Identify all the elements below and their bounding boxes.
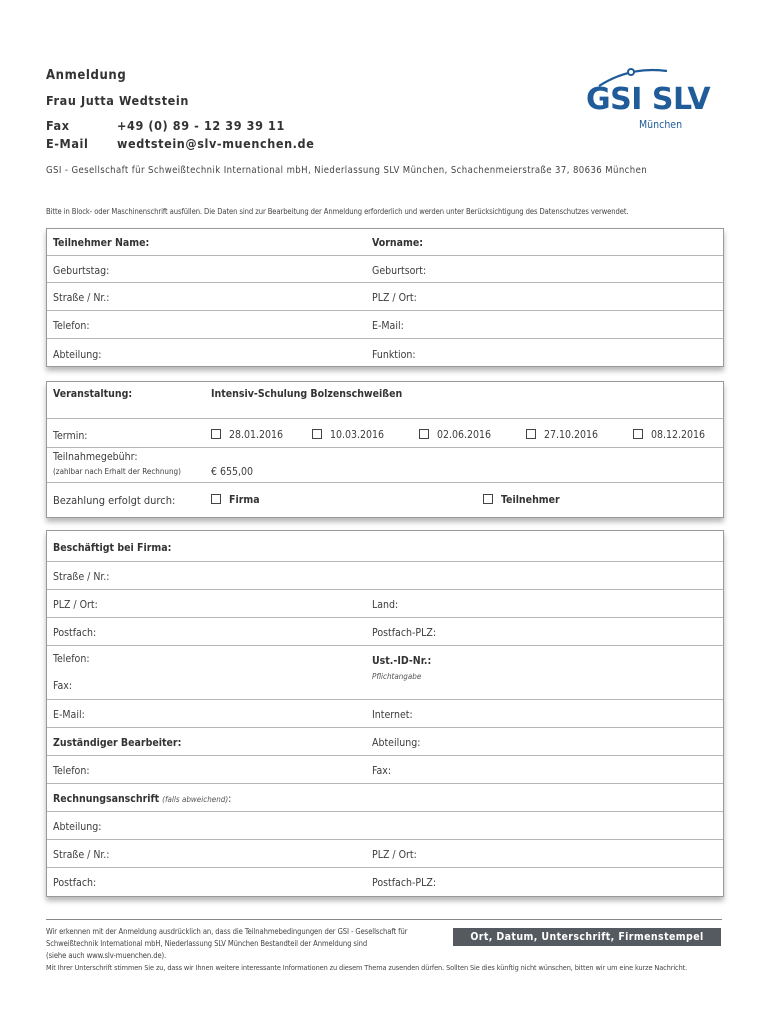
date-label: Termin: xyxy=(53,430,88,442)
pay-participant-option[interactable]: Teilnehmer xyxy=(483,494,560,506)
gsi-slv-logo xyxy=(585,64,720,134)
zip-city-label: PLZ / Ort: xyxy=(372,292,417,304)
fax-label: Fax xyxy=(46,118,70,133)
company-street-label: Straße / Nr.: xyxy=(53,571,110,583)
street-label: Straße / Nr.: xyxy=(53,292,110,304)
date-option-2[interactable]: 10.03.2016 xyxy=(312,429,384,441)
company-address: GSI - Gesellschaft für Schweißtechnik International mbH, Niederlassung SLV München, Schachenmeierstraße 37, 80636 München xyxy=(46,165,648,176)
checkbox-icon[interactable] xyxy=(312,429,322,439)
internet-label: Internet: xyxy=(372,709,413,721)
date-option-5[interactable]: 08.12.2016 xyxy=(633,429,705,441)
contact-phone-label: Telefon: xyxy=(53,765,90,777)
function-label: Funktion: xyxy=(372,349,416,361)
invoice-pobox-label: Postfach: xyxy=(53,877,97,889)
checkbox-icon[interactable] xyxy=(483,494,493,504)
contact-name: Frau Jutta Wedtstein xyxy=(46,93,189,108)
company-zip-city-label: PLZ / Ort: xyxy=(53,599,98,611)
instruction-text: Bitte in Block- oder Maschinenschrift ausfüllen. Die Daten sind zur Bearbeitung der Anmeldung erforderlich und werden unter Berücksichtigung des Datenschutzes verwendet. xyxy=(46,207,629,216)
event-label: Veranstaltung: xyxy=(53,388,133,400)
contact-fax-label: Fax: xyxy=(372,765,392,777)
checkbox-icon[interactable] xyxy=(211,429,221,439)
checkbox-icon[interactable] xyxy=(526,429,536,439)
company-fax-label: Fax: xyxy=(53,680,73,692)
date-option-1[interactable]: 28.01.2016 xyxy=(211,429,283,441)
department-label: Abteilung: xyxy=(53,349,102,361)
terms-text: Wir erkennen mit der Anmeldung ausdrücklich an, dass die Teilnahmebedingungen der GSI - Gesellschaft für Schweißtechnik International mbH, Niederlassung SLV München Bestandteil der Anmeldung sind (siehe auch www.slv-muenchen.de). xyxy=(46,927,408,960)
signature-field-label: Ort, Datum, Unterschrift, Firmenstempel xyxy=(453,928,721,946)
footer-divider xyxy=(46,919,722,920)
birthplace-label: Geburtsort: xyxy=(372,265,427,277)
company-phone-label: Telefon: xyxy=(53,653,90,665)
checkbox-icon[interactable] xyxy=(211,494,221,504)
event-section xyxy=(46,381,724,518)
firstname-label: Vorname: xyxy=(372,237,424,249)
employer-label: Beschäftigt bei Firma: xyxy=(53,542,172,554)
pobox-zip-label: Postfach-PLZ: xyxy=(372,627,437,639)
participant-name-label: Teilnehmer Name: xyxy=(53,237,150,249)
email-label: E-Mail xyxy=(46,136,89,151)
pobox-label: Postfach: xyxy=(53,627,97,639)
event-name: Intensiv-Schulung Bolzenschweißen xyxy=(211,388,403,400)
logo-subtitle: München xyxy=(639,119,683,131)
form-title: Anmeldung xyxy=(46,68,127,83)
checkbox-icon[interactable] xyxy=(419,429,429,439)
pay-company-option[interactable]: Firma xyxy=(211,494,260,506)
vat-label: Ust.-ID-Nr.: xyxy=(372,655,432,667)
privacy-note: Mit Ihrer Unterschrift stimmen Sie zu, dass wir Ihnen weitere interessante Informationen zu diesem Thema zusenden dürfen. Sollten Sie dies künftig nicht wünschen, bitten wir um eine kurze Nachricht. xyxy=(46,963,688,972)
participant-section xyxy=(46,228,724,367)
fee-note: (zahlbar nach Erhalt der Rechnung) xyxy=(53,467,181,476)
invoice-address-label: Rechnungsanschrift (falls abweichend): xyxy=(53,793,232,805)
email-field-label: E-Mail: xyxy=(372,320,404,332)
email-address[interactable]: wedtstein@slv-muenchen.de xyxy=(117,136,315,151)
date-option-3[interactable]: 02.06.2016 xyxy=(419,429,491,441)
invoice-street-label: Straße / Nr.: xyxy=(53,849,110,861)
date-option-4[interactable]: 27.10.2016 xyxy=(526,429,598,441)
vat-note: Pflichtangabe xyxy=(372,672,422,681)
fee-value: € 655,00 xyxy=(211,466,254,478)
country-label: Land: xyxy=(372,599,399,611)
company-section xyxy=(46,530,724,897)
invoice-zip-city-label: PLZ / Ort: xyxy=(372,849,417,861)
phone-label: Telefon: xyxy=(53,320,90,332)
fax-number: +49 (0) 89 - 12 39 39 11 xyxy=(117,118,285,133)
company-email-label: E-Mail: xyxy=(53,709,85,721)
contact-person-label: Zuständiger Bearbeiter: xyxy=(53,737,182,749)
checkbox-icon[interactable] xyxy=(633,429,643,439)
payment-label: Bezahlung erfolgt durch: xyxy=(53,494,176,507)
fee-label: Teilnahmegebühr: xyxy=(53,451,138,463)
invoice-pobox-zip-label: Postfach-PLZ: xyxy=(372,877,437,889)
invoice-department-label: Abteilung: xyxy=(53,821,102,833)
birthday-label: Geburtstag: xyxy=(53,265,110,277)
logo-text: GSI SLV xyxy=(586,82,711,117)
contact-department-label: Abteilung: xyxy=(372,737,421,749)
